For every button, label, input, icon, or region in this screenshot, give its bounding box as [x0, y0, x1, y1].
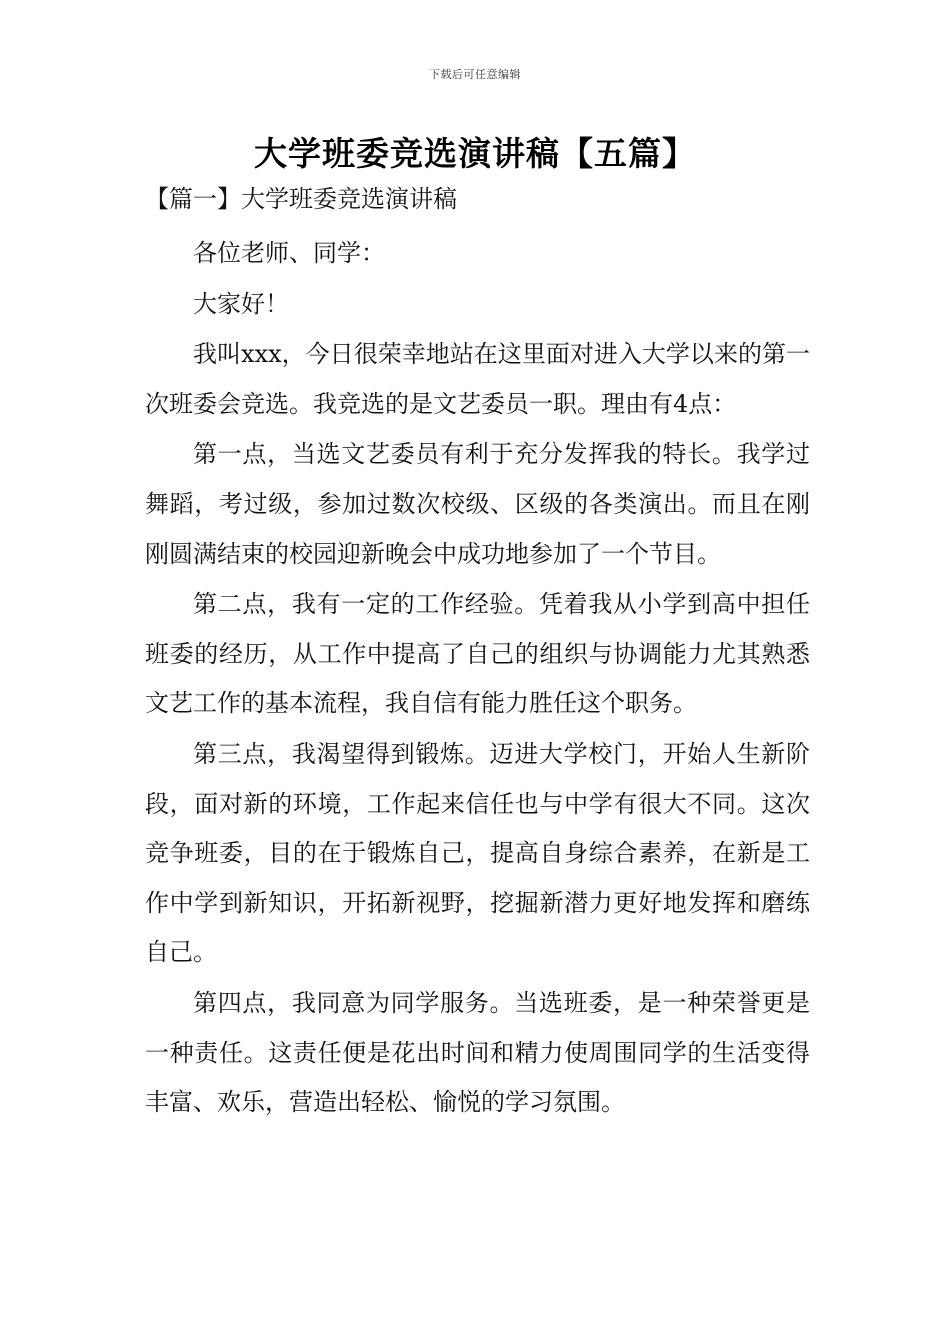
paragraph-point-four: 第四点，我同意为同学服务。当选班委，是一种荣誉更是一种责任。这责任便是花出时间和精力使周围同学的生活变得丰富、欢乐，营造出轻松、愉悦的学习氛围。	[145, 988, 810, 1117]
paragraph-salutation: 各位老师、同学：	[193, 239, 385, 267]
page-header-note: 下载后可任意编辑	[429, 68, 521, 81]
paragraph-point-two: 第二点，我有一定的工作经验。凭着我从小学到高中担任班委的经历，从工作中提高了自己的组织与协调能力尤其熟悉文艺工作的基本流程，我自信有能力胜任这个职务。	[145, 590, 810, 718]
section-heading: 【篇一】大学班委竞选演讲稿	[145, 185, 457, 213]
paragraph-point-three: 第三点，我渴望得到锻炼。迈进大学校门，开始人生新阶段，面对新的环境，工作起来信任也与中学有很大不同。这次竞争班委，目的在于锻炼自己，提高自身综合素养，在新是工作中学到新知识，开拓新视野，挖掘新潜力更好地发挥和磨练自己。	[145, 739, 810, 967]
paragraph-point-one: 第一点，当选文艺委员有利于充分发挥我的特长。我学过舞蹈，考过级，参加过数次校级、区级的各类演出。而且在刚刚圆满结束的校园迎新晚会中成功地参加了一个节目。	[145, 440, 810, 568]
document-body	[145, 229, 810, 1129]
paragraph-intro: 我叫xxx，今日很荣幸地站在这里面对进入大学以来的第一次班委会竞选。我竞选的是文艺委员一职。理由有4点：	[145, 340, 810, 418]
paragraph-greeting: 大家好！	[193, 289, 289, 318]
document-title: 大学班委竞选演讲稿【五篇】	[254, 134, 696, 173]
